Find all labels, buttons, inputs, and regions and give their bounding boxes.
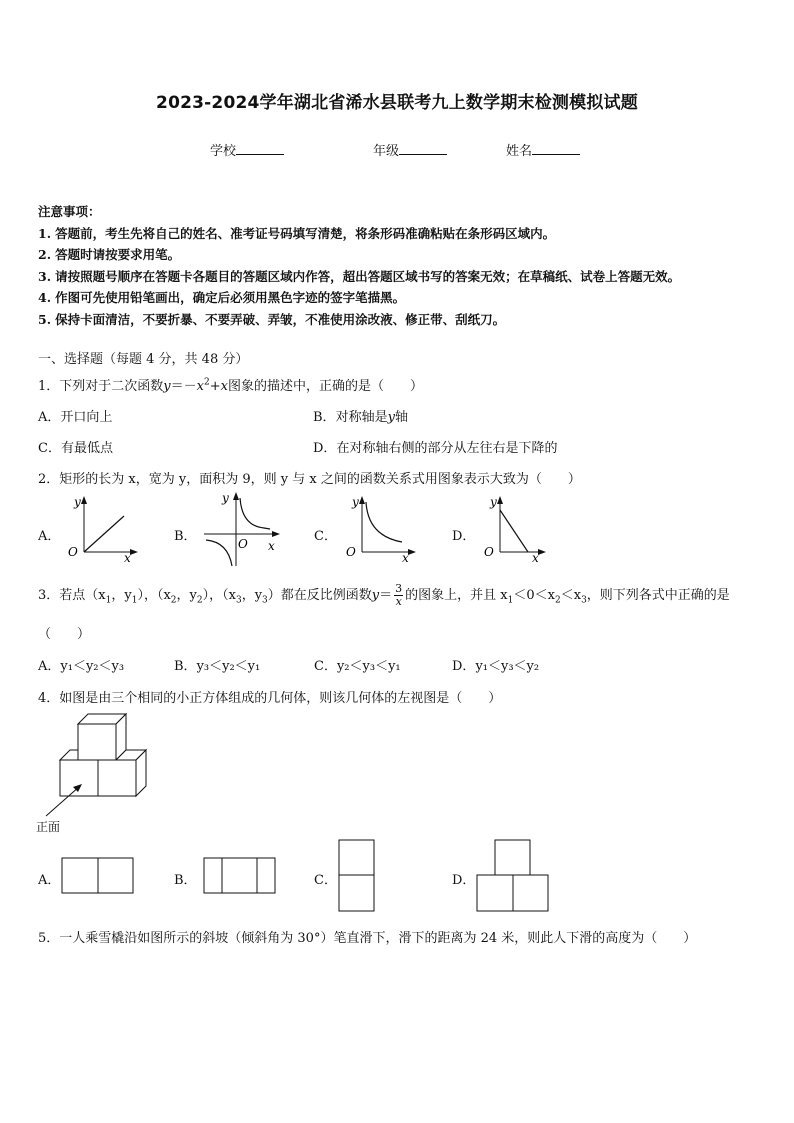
grade-blank[interactable] bbox=[399, 142, 447, 155]
note-num: 2. bbox=[38, 247, 52, 262]
section-heading: 一、选择题（每题 4 分，共 48 分） bbox=[38, 352, 249, 367]
q1-option-a[interactable]: A．开口向上 bbox=[38, 410, 113, 425]
q2-graph-c bbox=[338, 492, 418, 564]
note-item bbox=[38, 266, 684, 288]
svg-text:x: x bbox=[402, 551, 409, 564]
question-1-stem bbox=[38, 375, 423, 394]
q4-option-a[interactable]: A． bbox=[38, 873, 61, 888]
q2-option-a[interactable]: A． bbox=[38, 529, 61, 544]
question-3-stem: 3．若点（$x_1$，$y_1$），（$x_2$，$y_2$），（$x_3$，$y_3$）都在反比例函数y＝ $\frac{3}{x}$ 的图象上，并且 $x_1<0<x_2<x_3$，则下列各式中正确的是 bbox=[38, 582, 730, 608]
school-field bbox=[210, 140, 284, 159]
svg-text:x: x bbox=[268, 539, 275, 553]
q3-option-d[interactable]: D．y₁＜y₃＜y₂ bbox=[452, 659, 540, 674]
grade-field bbox=[373, 140, 447, 159]
note-num: 4. bbox=[38, 290, 52, 305]
q3-fraction: $\frac{3}{x}$ bbox=[395, 582, 403, 608]
q4-view-b bbox=[203, 857, 277, 895]
q1-formula-exp: 2 bbox=[204, 377, 210, 388]
note-item bbox=[38, 309, 684, 331]
q1-option-b[interactable]: B．对称轴是y轴 bbox=[313, 410, 408, 425]
q4-option-d[interactable]: D． bbox=[452, 873, 476, 888]
note-text: 作图可先使用铅笔画出，确定后必须用黑色字迹的签字笔描黑。 bbox=[55, 290, 406, 305]
question-5-stem: 5．一人乘雪橇沿如图所示的斜坡（倾斜角为 30°）笔直滑下，滑下的距离为 24 米，则此人下滑的高度为（ ） bbox=[38, 931, 697, 946]
q1-formula-eq: ＝－ bbox=[170, 379, 197, 394]
q4-view-a bbox=[61, 857, 135, 895]
q4-view-d bbox=[476, 839, 550, 913]
note-text: 答题时请按要求用笔。 bbox=[55, 247, 181, 262]
q2-option-c[interactable]: C． bbox=[314, 529, 337, 544]
name-field bbox=[506, 140, 580, 159]
q3-answer-paren: （ ） bbox=[38, 627, 91, 642]
question-2-stem: 2．矩形的长为 x，宽为 y，面积为 9，则 y 与 x 之间的函数关系式用图象表示大致为（ ） bbox=[38, 472, 581, 487]
q1-option-c[interactable]: C．有最低点 bbox=[38, 441, 113, 456]
svg-text:O: O bbox=[484, 545, 494, 559]
note-item bbox=[38, 223, 684, 245]
note-text: 答题前，考生先将自己的姓名、准考证号码填写清楚，将条形码准确粘贴在条形码区域内。 bbox=[55, 225, 556, 241]
q4-view-c bbox=[338, 839, 376, 913]
q1-option-d[interactable]: D．在对称轴右侧的部分从左往右是下降的 bbox=[313, 441, 558, 456]
name-label: 姓名 bbox=[506, 144, 533, 159]
note-item bbox=[38, 244, 684, 266]
svg-text:x: x bbox=[124, 551, 131, 564]
question-4-stem: 4．如图是由三个相同的小正方体组成的几何体，则该几何体的左视图是（ ） bbox=[38, 691, 502, 706]
school-blank[interactable] bbox=[236, 142, 284, 155]
q4-option-c[interactable]: C． bbox=[314, 873, 337, 888]
notes-heading: 注意事项： bbox=[38, 204, 101, 219]
grade-label: 年级 bbox=[373, 144, 400, 159]
q1-formula-y: y bbox=[163, 379, 171, 394]
q1-formula-x2: x bbox=[220, 379, 228, 394]
note-text: 请按照题号顺序在答题卡各题目的答题区域内作答，超出答题区域书写的答案无效；在草稿纸、试卷上答题无效。 bbox=[55, 268, 681, 284]
note-text: 保持卡面清洁，不要折暴、不要弄破、弄皱，不准使用涂改液、修正带、刮纸刀。 bbox=[55, 311, 506, 327]
note-num: 5. bbox=[38, 311, 52, 327]
svg-text:x: x bbox=[532, 551, 539, 564]
svg-text:O: O bbox=[68, 545, 78, 559]
svg-text:y: y bbox=[352, 495, 359, 509]
q2-option-d[interactable]: D． bbox=[452, 529, 476, 544]
q4-option-b[interactable]: B． bbox=[174, 873, 197, 888]
svg-text:O: O bbox=[238, 537, 248, 551]
q1-prefix: 1．下列对于二次函数 bbox=[38, 379, 164, 394]
note-num: 3. bbox=[38, 268, 52, 284]
front-view-label: 正面 bbox=[36, 820, 61, 834]
svg-text:O: O bbox=[346, 545, 356, 559]
page-title: 2023-2024学年湖北省浠水县联考九上数学期末检测模拟试题 bbox=[156, 93, 638, 113]
svg-text:y: y bbox=[490, 495, 497, 509]
school-label: 学校 bbox=[210, 144, 237, 159]
name-blank[interactable] bbox=[532, 142, 580, 155]
q3-option-c[interactable]: C．y₂＜y₃＜y₁ bbox=[314, 659, 401, 674]
q3-option-b[interactable]: B．y₃＜y₂＜y₁ bbox=[174, 659, 261, 674]
q3-option-a[interactable]: A．y₁＜y₂＜y₃ bbox=[38, 659, 125, 674]
q4-cube-figure bbox=[36, 710, 156, 822]
q2-option-b[interactable]: B． bbox=[174, 529, 197, 544]
q2-graph-a bbox=[60, 492, 140, 564]
svg-text:y: y bbox=[74, 495, 81, 509]
notes-block bbox=[38, 201, 684, 330]
q1-formula-x: x bbox=[196, 379, 204, 394]
note-item bbox=[38, 287, 684, 309]
q1-formula-plus: + bbox=[209, 379, 221, 394]
q2-graph-d bbox=[476, 492, 556, 564]
note-num: 1. bbox=[38, 225, 52, 241]
q2-graph-b bbox=[198, 488, 284, 568]
q1-suffix: 图象的描述中，正确的是（ ） bbox=[227, 379, 423, 394]
svg-text:y: y bbox=[222, 491, 229, 505]
